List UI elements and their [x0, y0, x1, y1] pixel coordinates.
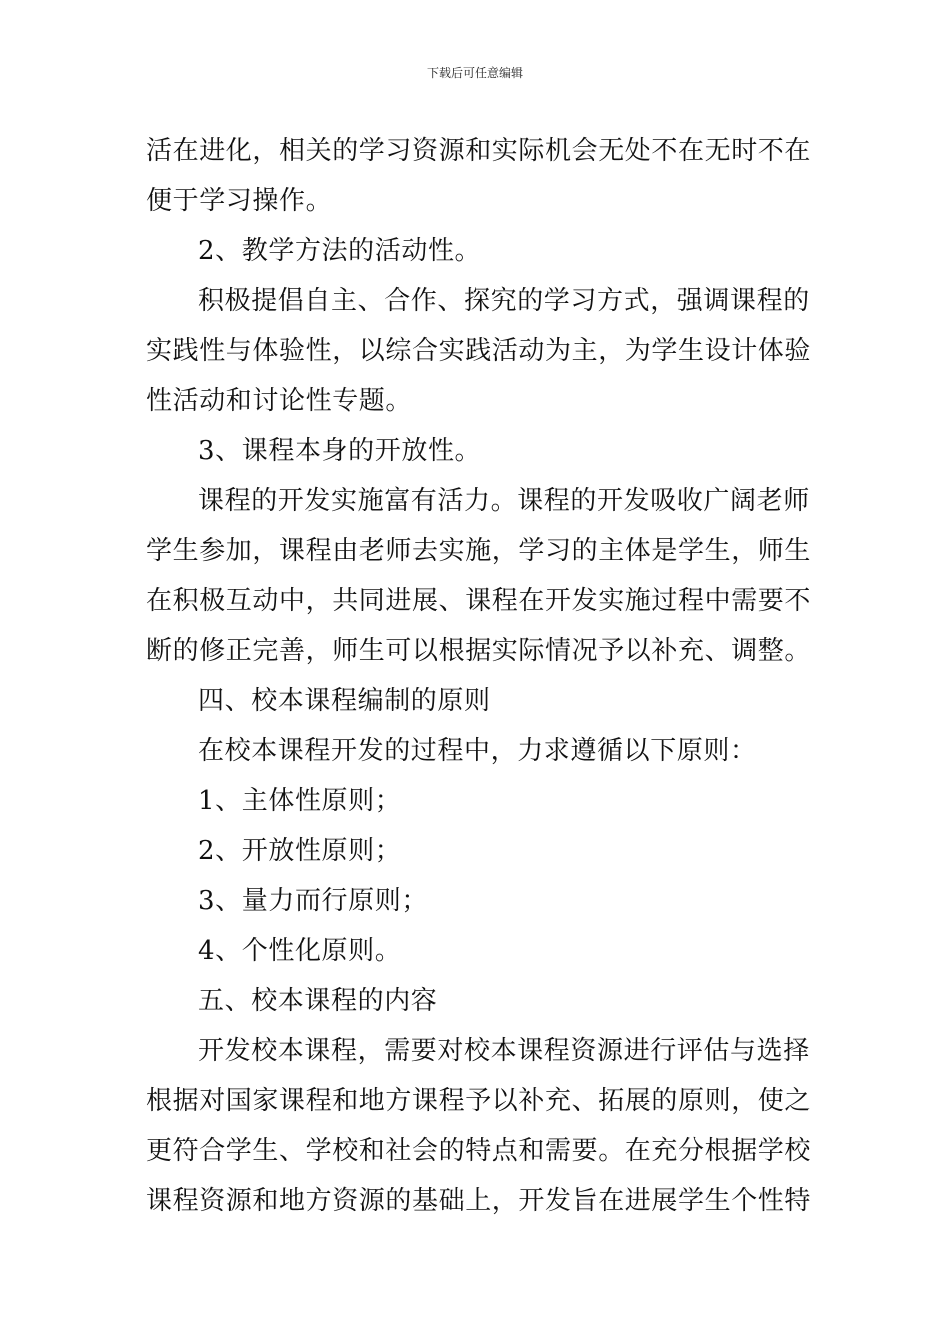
text-line: 性活动和讨论性专题。 [146, 386, 413, 416]
list-item: 4、个性化原则。 [198, 936, 402, 966]
text-line: 学生参加，课程由老师去实施，学习的主体是学生，师生 [146, 536, 812, 566]
text-line: 开发校本课程，需要对校本课程资源进行评估与选择 [198, 1036, 810, 1066]
document-body [146, 126, 810, 1226]
section-heading: 四、校本课程编制的原则 [198, 686, 491, 716]
text-line: 2、教学方法的活动性。 [198, 236, 482, 266]
section-heading: 五、校本课程的内容 [198, 986, 438, 1016]
text-line: 实践性与体验性，以综合实践活动为主，为学生设计体验 [146, 336, 812, 366]
text-line: 积极提倡自主、合作、探究的学习方式，强调课程的 [198, 286, 810, 316]
text-line: 课程资源和地方资源的基础上，开发旨在进展学生个性特 [146, 1186, 812, 1216]
text-line: 便于学习操作。 [146, 186, 333, 216]
text-line: 在校本课程开发的过程中，力求遵循以下原则： [198, 736, 757, 766]
text-line: 课程的开发实施富有活力。课程的开发吸收广阔老师 [198, 486, 810, 516]
list-item: 1、主体性原则； [198, 786, 402, 816]
list-item: 2、开放性原则； [198, 836, 402, 866]
list-item: 3、量力而行原则； [198, 886, 428, 916]
text-line: 断的修正完善，师生可以根据实际情况予以补充、调整。 [146, 636, 812, 666]
page-header: 下载后可任意编辑 [426, 66, 523, 80]
text-line: 3、课程本身的开放性。 [198, 436, 482, 466]
text-line: 在积极互动中，共同进展、课程在开发实施过程中需要不 [146, 586, 812, 616]
text-line: 根据对国家课程和地方课程予以补充、拓展的原则，使之 [146, 1086, 812, 1116]
text-line: 更符合学生、学校和社会的特点和需要。在充分根据学校 [146, 1136, 812, 1166]
text-line: 活在进化，相关的学习资源和实际机会无处不在无时不在 [146, 136, 812, 166]
